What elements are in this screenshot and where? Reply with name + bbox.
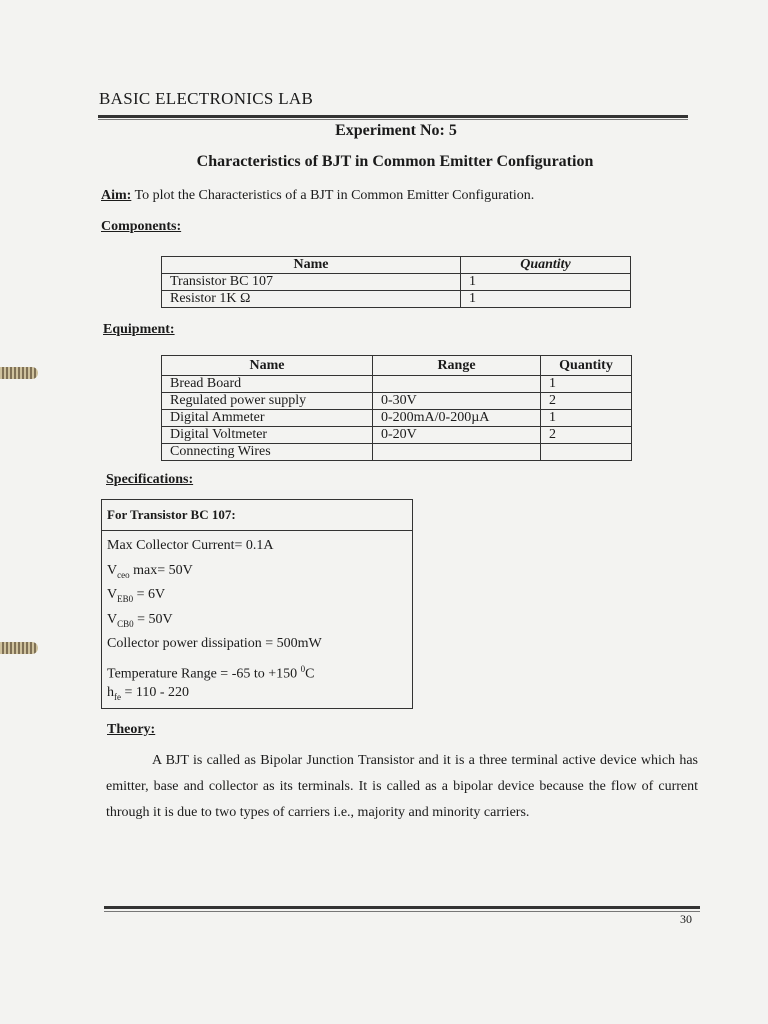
equipment-name: Digital Ammeter bbox=[162, 410, 373, 427]
table-row bbox=[162, 427, 632, 444]
equipment-quantity: 2 bbox=[541, 393, 632, 410]
component-name: Transistor BC 107 bbox=[162, 274, 461, 291]
equipment-name: Connecting Wires bbox=[162, 444, 373, 461]
binder-spring-decoration bbox=[0, 642, 38, 654]
specifications-box bbox=[101, 499, 413, 709]
equipment-range bbox=[373, 376, 541, 393]
aim-text: To plot the Characteristics of a BJT in Common Emitter Configuration. bbox=[134, 188, 535, 203]
header-rule bbox=[98, 115, 688, 118]
table-row bbox=[162, 274, 631, 291]
table-header-row bbox=[162, 356, 632, 376]
theory-heading: Theory: bbox=[107, 722, 156, 737]
equipment-quantity: 1 bbox=[541, 376, 632, 393]
footer-rule-thin bbox=[104, 911, 700, 912]
equipment-range: 0-30V bbox=[373, 393, 541, 410]
spec-vebo: $V_{EB0} = 6V$ bbox=[107, 587, 166, 604]
equipment-name: Regulated power supply bbox=[162, 393, 373, 410]
table-row bbox=[162, 444, 632, 461]
column-header-quantity: Quantity bbox=[541, 356, 632, 376]
lab-header-title: BASIC ELECTRONICS LAB bbox=[99, 89, 314, 108]
column-header-range: Range bbox=[373, 356, 541, 376]
equipment-quantity bbox=[541, 444, 632, 461]
spec-max-collector-current: Max Collector Current= 0.1A bbox=[107, 538, 274, 553]
column-header-name: Name bbox=[162, 356, 373, 376]
component-name: Resistor 1K Ω bbox=[162, 291, 461, 308]
column-header-quantity: Quantity bbox=[461, 257, 631, 274]
experiment-number: Experiment No: 5 bbox=[335, 122, 457, 139]
table-row bbox=[162, 393, 632, 410]
components-heading: Components: bbox=[101, 219, 182, 234]
equipment-range: 0-20V bbox=[373, 427, 541, 444]
table-row bbox=[162, 410, 632, 427]
experiment-title: Characteristics of BJT in Common Emitter Configuration bbox=[196, 153, 594, 170]
component-quantity: 1 bbox=[461, 291, 631, 308]
page-number: 30 bbox=[680, 912, 692, 926]
components-table bbox=[161, 256, 631, 308]
table-row bbox=[162, 376, 632, 393]
equipment-heading: Equipment: bbox=[103, 322, 175, 337]
header-rule-thin bbox=[98, 119, 688, 120]
equipment-range: 0-200mA/0-200µA bbox=[373, 410, 541, 427]
spec-temperature-range: Temperature Range = -65 to +150 $^0$C bbox=[107, 663, 315, 682]
aim-paragraph bbox=[101, 188, 534, 204]
equipment-table bbox=[161, 355, 632, 461]
spec-power-dissipation: Collector power dissipation = 500mW bbox=[107, 636, 322, 651]
spec-box-title: For Transistor BC 107: bbox=[102, 500, 412, 531]
binder-spring-decoration bbox=[0, 367, 38, 379]
equipment-name: Bread Board bbox=[162, 376, 373, 393]
component-quantity: 1 bbox=[461, 274, 631, 291]
column-header-name: Name bbox=[162, 257, 461, 274]
equipment-quantity: 2 bbox=[541, 427, 632, 444]
spec-hfe: $h_{fe} = 110 - 220$ bbox=[107, 685, 190, 702]
specifications-heading: Specifications: bbox=[106, 472, 194, 487]
equipment-name: Digital Voltmeter bbox=[162, 427, 373, 444]
table-header-row bbox=[162, 257, 631, 274]
footer-rule bbox=[104, 906, 700, 909]
theory-paragraph: A BJT is called as Bipolar Junction Transistor and it is a three terminal active device which has emitter, base and collector as its terminals. It is called as a bipolar device because the flow of current through it is due to two types of carriers i.e., majority and minority carriers. bbox=[106, 753, 698, 820]
aim-label: Aim: bbox=[101, 188, 132, 203]
spec-vceo: $V_{ceo}$ max= 50V bbox=[107, 562, 193, 580]
table-row bbox=[162, 291, 631, 308]
equipment-range bbox=[373, 444, 541, 461]
spec-vcbo: $V_{CB0} = 50V$ bbox=[107, 611, 173, 629]
equipment-quantity: 1 bbox=[541, 410, 632, 427]
